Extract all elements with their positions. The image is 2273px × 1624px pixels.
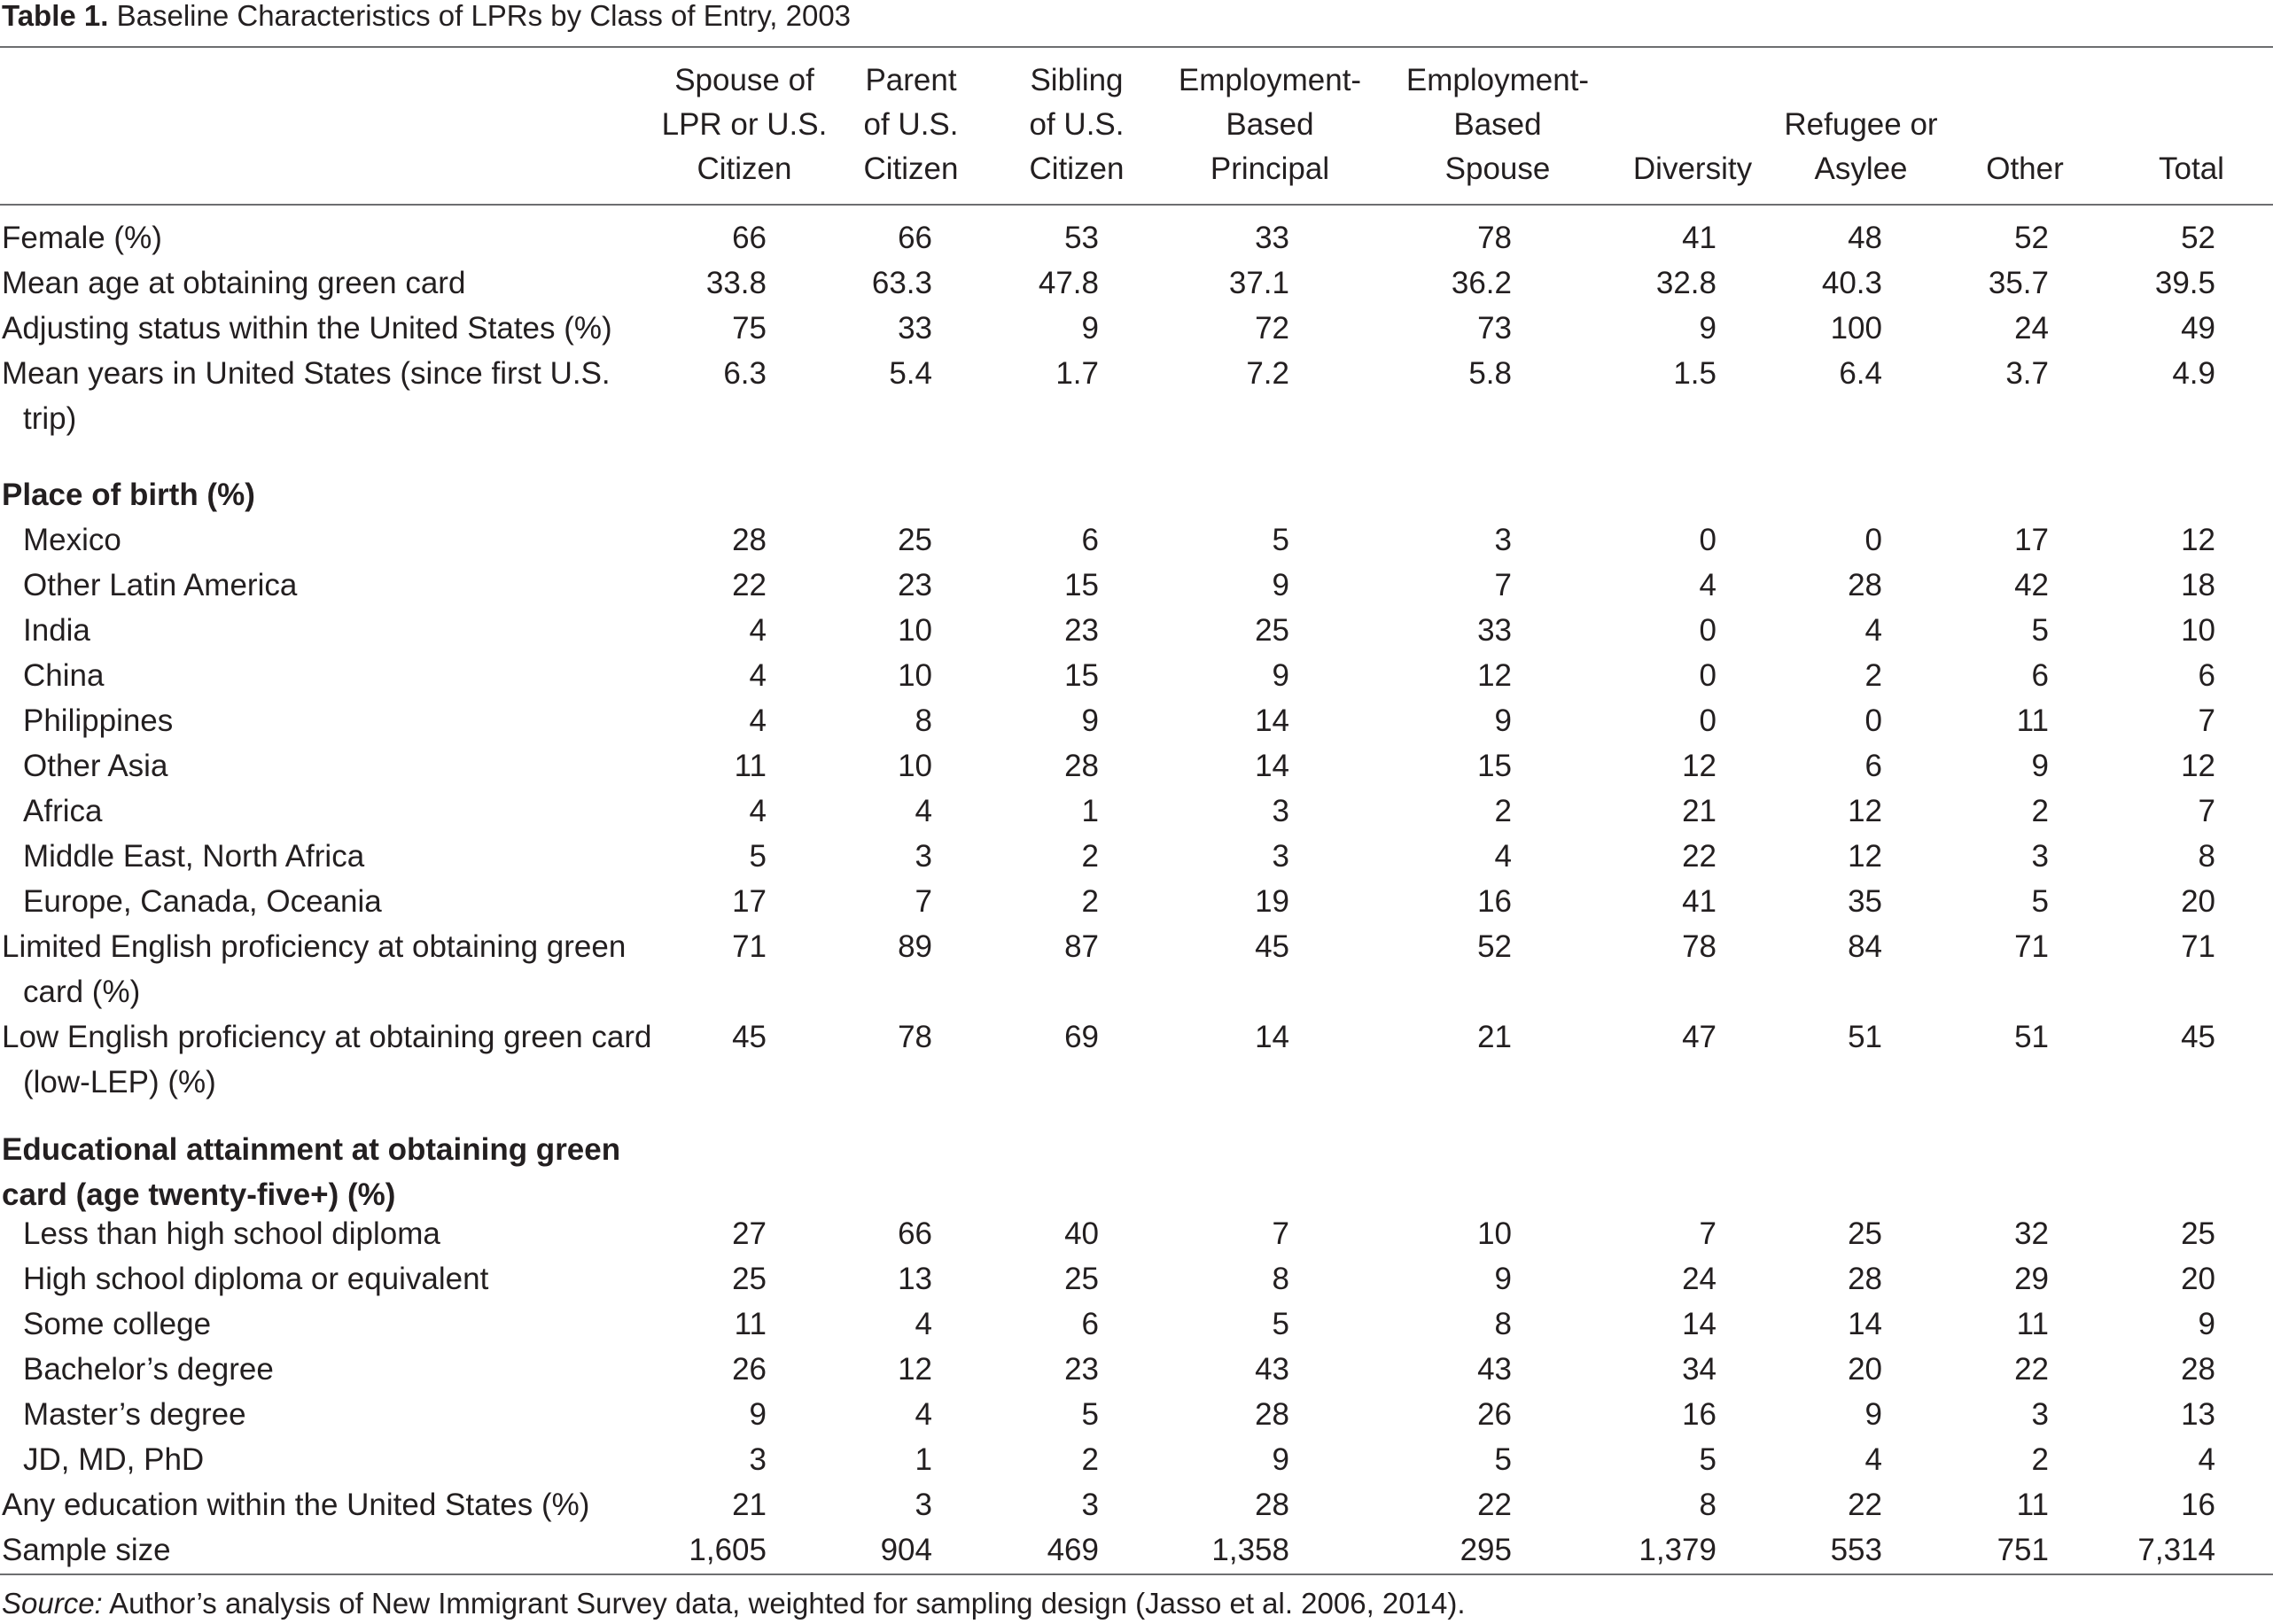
column-header-line: Refugee or [1784, 107, 1938, 142]
table-cell: 0 [1864, 703, 1882, 738]
column-header-line: Total [2159, 152, 2224, 186]
row-label: Africa [23, 794, 103, 828]
table-cell: 10 [898, 749, 932, 783]
table-cell: 25 [1848, 1216, 1882, 1251]
table-cell: 8 [1272, 1262, 1289, 1296]
table-cell: 6 [2031, 658, 2049, 693]
table-cell: 5.4 [889, 356, 932, 391]
table-cell: 4 [915, 794, 932, 828]
table-cell: 10 [2181, 613, 2215, 648]
table-cell: 751 [1997, 1533, 2049, 1567]
row-label: Limited English proficiency at obtaining green card (%) [2, 929, 627, 1009]
table-cell: 71 [2181, 929, 2215, 964]
table-cell: 12 [1477, 658, 1512, 693]
table-cell: 43 [1255, 1352, 1289, 1387]
table-cell: 2 [1081, 884, 1099, 919]
table-cell: 1,379 [1639, 1533, 1716, 1567]
table-cell: 24 [2014, 311, 2049, 346]
table-cell: 49 [2181, 311, 2215, 346]
row-label: Other Asia [23, 749, 168, 783]
column-header-line: Employment- [1405, 63, 1590, 97]
table-cell: 15 [1064, 658, 1099, 693]
table-cell: 16 [1477, 884, 1512, 919]
table-cell: 5 [1494, 1442, 1512, 1477]
row-label: Philippines [23, 703, 174, 738]
row-label: Some college [23, 1307, 212, 1341]
table-cell: 73 [1477, 311, 1512, 346]
table-cell: 6.3 [723, 356, 767, 391]
table-cell: 32.8 [1655, 266, 1716, 300]
row-label: Bachelor’s degree [23, 1352, 274, 1387]
table-cell: 14 [1848, 1307, 1882, 1341]
table-cell: 28 [2181, 1352, 2215, 1387]
table-cell: 78 [1682, 929, 1716, 964]
table-cell: 9 [1081, 311, 1099, 346]
table-cell: 10 [1477, 1216, 1512, 1251]
table-cell: 48 [1848, 221, 1882, 255]
table-cell: 39.5 [2154, 266, 2215, 300]
table-cell: 63.3 [871, 266, 932, 300]
table-cell: 24 [1682, 1262, 1716, 1296]
table-cell: 904 [880, 1533, 932, 1567]
table-cell: 5 [1699, 1442, 1716, 1477]
table-cell: 28 [1848, 568, 1882, 602]
table-cell: 66 [898, 221, 932, 255]
table-cell: 7 [915, 884, 932, 919]
table-cell: 26 [1477, 1397, 1512, 1432]
table-cell: 4 [915, 1307, 932, 1341]
source-label: Source: [2, 1587, 103, 1620]
table-cell: 37.1 [1228, 266, 1289, 300]
row-label: Less than high school diploma [23, 1216, 440, 1251]
column-header-line: Citizen [863, 152, 959, 186]
table-cell: 10 [898, 613, 932, 648]
table-cell: 33.8 [705, 266, 767, 300]
column-header [840, 58, 982, 191]
row-label: Low English proficiency at obtaining green card (low-LEP) (%) [2, 1020, 652, 1100]
column-header [1396, 58, 1600, 191]
table-cell: 16 [1682, 1397, 1716, 1432]
column-header-line: of U.S. [863, 107, 959, 142]
table-cell: 9 [2031, 749, 2049, 783]
table-cell: 11 [734, 749, 767, 783]
table-cell: 28 [1255, 1488, 1289, 1522]
table-cell: 469 [1047, 1533, 1099, 1567]
table-cell: 1 [915, 1442, 932, 1477]
table-cell: 3 [915, 839, 932, 874]
column-header [660, 58, 829, 191]
table-cell: 4 [1699, 568, 1716, 602]
table-cell: 35 [1848, 884, 1882, 919]
table-cell: 9 [1272, 568, 1289, 602]
top-rule [0, 46, 2273, 48]
table-cell: 41 [1682, 221, 1716, 255]
column-header [1622, 58, 1763, 191]
table-cell: 72 [1255, 311, 1289, 346]
table-cell: 23 [898, 568, 932, 602]
table-cell: 45 [2181, 1020, 2215, 1054]
table-cell: 9 [1699, 311, 1716, 346]
table-cell: 78 [1477, 221, 1512, 255]
table-cell: 11 [734, 1307, 767, 1341]
table-cell: 8 [915, 703, 932, 738]
table-cell: 71 [2014, 929, 2049, 964]
table-cell: 7 [1272, 1216, 1289, 1251]
table-cell: 53 [1064, 221, 1099, 255]
table-cell: 40 [1064, 1216, 1099, 1251]
table-cell: 47.8 [1038, 266, 1099, 300]
table-cell: 9 [749, 1397, 767, 1432]
table-cell: 33 [1255, 221, 1289, 255]
table-cell: 45 [1255, 929, 1289, 964]
table-cell: 2 [1081, 1442, 1099, 1477]
table-cell: 3 [1272, 839, 1289, 874]
table-cell: 9 [1494, 1262, 1512, 1296]
table-cell: 26 [732, 1352, 767, 1387]
table-cell: 75 [732, 311, 767, 346]
table-cell: 13 [2181, 1397, 2215, 1432]
table-cell: 7 [1494, 568, 1512, 602]
table-cell: 25 [2181, 1216, 2215, 1251]
table-cell: 25 [1255, 613, 1289, 648]
table-cell: 3 [749, 1442, 767, 1477]
table-cell: 89 [898, 929, 932, 964]
table-cell: 295 [1460, 1533, 1512, 1567]
table-cell: 0 [1864, 523, 1882, 557]
row-label: Adjusting status within the United States (%) [2, 311, 612, 346]
table-cell: 20 [2181, 884, 2215, 919]
column-header [1006, 58, 1148, 191]
table-cell: 5 [1081, 1397, 1099, 1432]
table-cell: 28 [732, 523, 767, 557]
table-cell: 1,605 [689, 1533, 767, 1567]
table-cell: 17 [2014, 523, 2049, 557]
table-cell: 32 [2014, 1216, 2049, 1251]
table-cell: 6 [2198, 658, 2215, 693]
column-header-line: Citizen [1029, 152, 1125, 186]
bottom-rule [0, 1573, 2273, 1575]
table-cell: 20 [1848, 1352, 1882, 1387]
column-header-line: Based [1453, 107, 1542, 142]
table-cell: 33 [1477, 613, 1512, 648]
table-cell: 4 [915, 1397, 932, 1432]
row-label: Any education within the United States (%) [2, 1488, 590, 1522]
row-label: Mean age at obtaining green card [2, 266, 466, 300]
column-header-line: Employment- [1178, 63, 1362, 97]
table-cell: 23 [1064, 613, 1099, 648]
table-cell: 9 [1272, 658, 1289, 693]
table-cell: 21 [1477, 1020, 1512, 1054]
column-header-line: Citizen [697, 152, 792, 186]
row-label: Female (%) [2, 221, 162, 255]
table-cell: 23 [1064, 1352, 1099, 1387]
table-cell: 15 [1064, 568, 1099, 602]
table-cell: 43 [1477, 1352, 1512, 1387]
table-cell: 18 [2181, 568, 2215, 602]
table-cell: 21 [1682, 794, 1716, 828]
table-caption: Baseline Characteristics of LPRs by Class of Entry, 2003 [116, 0, 852, 32]
table-cell: 7 [2198, 703, 2215, 738]
row-label: Sample size [2, 1533, 171, 1567]
source-note [2, 1588, 1466, 1620]
table-cell: 2 [2031, 794, 2049, 828]
table-cell: 5.8 [1468, 356, 1512, 391]
table-cell: 33 [898, 311, 932, 346]
table-cell: 0 [1699, 523, 1716, 557]
table-cell: 5 [749, 839, 767, 874]
table-cell: 4 [1864, 1442, 1882, 1477]
table-cell: 17 [732, 884, 767, 919]
table-cell: 35.7 [1988, 266, 2049, 300]
table-cell: 11 [2016, 703, 2049, 738]
table-cell: 25 [1064, 1262, 1099, 1296]
table-cell: 1.7 [1055, 356, 1099, 391]
table-cell: 13 [898, 1262, 932, 1296]
table-cell: 22 [1682, 839, 1716, 874]
table-cell: 29 [2014, 1262, 2049, 1296]
column-header [1777, 58, 1945, 191]
table-cell: 28 [1255, 1397, 1289, 1432]
table-cell: 8 [2198, 839, 2215, 874]
row-label: China [23, 658, 105, 693]
table-cell: 4 [749, 658, 767, 693]
table-cell: 8 [1494, 1307, 1512, 1341]
table-cell: 9 [2198, 1307, 2215, 1341]
column-header-line: Principal [1210, 152, 1330, 186]
row-label: Master’s degree [23, 1397, 246, 1432]
table-cell: 52 [1477, 929, 1512, 964]
table-cell: 4.9 [2172, 356, 2215, 391]
table-cell: 12 [1848, 794, 1882, 828]
table-cell: 14 [1255, 1020, 1289, 1054]
table-cell: 9 [1494, 703, 1512, 738]
table-cell: 3 [2031, 1397, 2049, 1432]
table-cell: 7.2 [1246, 356, 1289, 391]
row-label: Middle East, North Africa [23, 839, 365, 874]
table-cell: 27 [732, 1216, 767, 1251]
table-cell: 11 [2016, 1488, 2049, 1522]
table-cell: 3 [915, 1488, 932, 1522]
table-cell: 51 [1848, 1020, 1882, 1054]
column-header-line: Sibling [1030, 63, 1124, 97]
table-cell: 21 [732, 1488, 767, 1522]
table-cell: 22 [1848, 1488, 1882, 1522]
row-label: Other Latin America [23, 568, 298, 602]
table-cell: 28 [1064, 749, 1099, 783]
table-cell: 12 [2181, 523, 2215, 557]
table-cell: 69 [1064, 1020, 1099, 1054]
table-cell: 5 [1272, 523, 1289, 557]
table-cell: 3 [1494, 523, 1512, 557]
table-cell: 87 [1064, 929, 1099, 964]
table-cell: 22 [2014, 1352, 2049, 1387]
column-header [1958, 58, 2091, 191]
table-cell: 6.4 [1839, 356, 1882, 391]
table-cell: 100 [1830, 311, 1882, 346]
table-cell: 2 [1081, 839, 1099, 874]
source-text: Author’s analysis of New Immigrant Survey data, weighted for sampling design (Jasso et al. 2006, 2014). [109, 1587, 1466, 1620]
table-cell: 71 [732, 929, 767, 964]
table-cell: 14 [1255, 749, 1289, 783]
row-label: High school diploma or equivalent [23, 1262, 489, 1296]
table-cell: 6 [1864, 749, 1882, 783]
table-cell: 45 [732, 1020, 767, 1054]
table-cell: 16 [2181, 1488, 2215, 1522]
column-header-line: of U.S. [1029, 107, 1125, 142]
row-label: Mexico [23, 523, 121, 557]
column-header-line: Parent [865, 63, 957, 97]
table-cell: 4 [749, 613, 767, 648]
table-cell: 7 [1699, 1216, 1716, 1251]
table-cell: 6 [1081, 523, 1099, 557]
column-header-line: Diversity [1632, 152, 1753, 186]
table-cell: 3 [2031, 839, 2049, 874]
column-header [1168, 58, 1372, 191]
table-cell: 25 [898, 523, 932, 557]
table-cell: 9 [1864, 1397, 1882, 1432]
table-cell: 5 [2031, 613, 2049, 648]
table-cell: 19 [1255, 884, 1289, 919]
table-cell: 34 [1682, 1352, 1716, 1387]
header-rule [0, 204, 2273, 206]
table-cell: 12 [1682, 749, 1716, 783]
table-cell: 11 [2016, 1307, 2049, 1341]
table-cell: 0 [1699, 658, 1716, 693]
column-header-line: Based [1226, 107, 1314, 142]
table-cell: 6 [1081, 1307, 1099, 1341]
row-label: Mean years in United States (since first U.S. trip) [2, 356, 611, 436]
table-cell: 1,358 [1211, 1533, 1289, 1567]
table-cell: 52 [2014, 221, 2049, 255]
table-cell: 4 [749, 794, 767, 828]
table-cell: 3 [1272, 794, 1289, 828]
column-header-line: Spouse [1444, 152, 1551, 186]
table-cell: 41 [1682, 884, 1716, 919]
row-label: India [23, 613, 90, 648]
column-header-line: Spouse of [674, 63, 814, 97]
table-cell: 5 [2031, 884, 2049, 919]
table-cell: 14 [1255, 703, 1289, 738]
table-cell: 4 [749, 703, 767, 738]
row-label: Educational attainment at obtaining green card (age twenty-five+) (%) [2, 1132, 621, 1212]
table-cell: 22 [1477, 1488, 1512, 1522]
table-cell: 8 [1699, 1488, 1716, 1522]
column-header-line: Asylee [1814, 152, 1908, 186]
table-cell: 66 [732, 221, 767, 255]
table-cell: 51 [2014, 1020, 2049, 1054]
table-cell: 1.5 [1673, 356, 1716, 391]
table-title [2, 0, 851, 32]
table-cell: 25 [732, 1262, 767, 1296]
column-header-line: Other [1986, 152, 2064, 186]
table-cell: 5 [1272, 1307, 1289, 1341]
table-cell: 40.3 [1821, 266, 1882, 300]
table-cell: 7,314 [2137, 1533, 2215, 1567]
row-label: Place of birth (%) [2, 478, 255, 512]
table-cell: 66 [898, 1216, 932, 1251]
table-cell: 0 [1699, 703, 1716, 738]
row-label: Europe, Canada, Oceania [23, 884, 382, 919]
table-cell: 78 [898, 1020, 932, 1054]
table-cell: 2 [2031, 1442, 2049, 1477]
table-cell: 47 [1682, 1020, 1716, 1054]
table-cell: 20 [2181, 1262, 2215, 1296]
table-cell: 9 [1272, 1442, 1289, 1477]
table-cell: 4 [1864, 613, 1882, 648]
column-header [2125, 58, 2258, 191]
table-number: Table 1. [2, 0, 109, 32]
table-cell: 0 [1699, 613, 1716, 648]
column-header-line: LPR or U.S. [661, 107, 828, 142]
table-cell: 7 [2198, 794, 2215, 828]
table-cell: 52 [2181, 221, 2215, 255]
table-cell: 2 [1864, 658, 1882, 693]
table-cell: 3 [1081, 1488, 1099, 1522]
table-cell: 12 [2181, 749, 2215, 783]
table-cell: 84 [1848, 929, 1882, 964]
table-cell: 2 [1494, 794, 1512, 828]
table-cell: 42 [2014, 568, 2049, 602]
table-cell: 12 [898, 1352, 932, 1387]
table-cell: 9 [1081, 703, 1099, 738]
table-cell: 4 [2198, 1442, 2215, 1477]
table-cell: 12 [1848, 839, 1882, 874]
row-label: JD, MD, PhD [23, 1442, 205, 1477]
table-cell: 36.2 [1451, 266, 1512, 300]
table-cell: 22 [732, 568, 767, 602]
table-cell: 4 [1494, 839, 1512, 874]
table-cell: 14 [1682, 1307, 1716, 1341]
table-cell: 15 [1477, 749, 1512, 783]
table-cell: 3.7 [2005, 356, 2049, 391]
table-cell: 10 [898, 658, 932, 693]
table-cell: 28 [1848, 1262, 1882, 1296]
table-cell: 1 [1081, 794, 1099, 828]
table-cell: 553 [1830, 1533, 1882, 1567]
